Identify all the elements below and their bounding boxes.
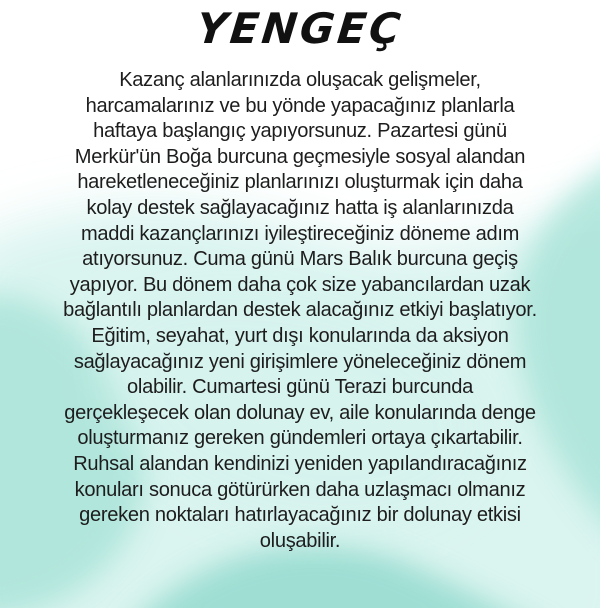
text-line: gereken noktaları hatırlayacağınız bir dolunay etkisi: [79, 504, 521, 527]
page-title: YENGEÇ: [194, 4, 406, 53]
text-line: atıyorsunuz. Cuma günü Mars Balık burcuna geçiş: [82, 248, 518, 271]
text-line: harcamalarınız ve bu yönde yapacağınız planlarla: [85, 94, 515, 117]
text-line: gerçekleşecek olan dolunay ev, aile konularında denge: [64, 401, 536, 424]
text-line: Eğitim, seyahat, yurt dışı konularında da aksiyon: [91, 324, 509, 347]
text-line: bağlantılı planlardan destek alacağınız etkiyi başlatıyor.: [63, 299, 537, 322]
text-line: Merkür'ün Boğa burcuna geçmesiyle sosyal alandan: [74, 145, 526, 168]
text-line: maddi kazançlarınızı iyileştireceğiniz döneme adım: [80, 222, 520, 245]
text-line: sağlayacağınız yeni girişimlere yöneleceğiniz dönem: [73, 350, 527, 373]
text-line: Ruhsal alandan kendinizi yeniden yapılandıracağınız: [73, 452, 527, 475]
text-line: hareketleneceğiniz planlarınızı oluşturmak için daha: [77, 171, 523, 194]
text-line: oluşabilir.: [259, 529, 341, 552]
text-line: olabilir. Cumartesi günü Terazi burcunda: [127, 376, 473, 399]
text-line: Kazanç alanlarınızda oluşacak gelişmeler,: [119, 69, 481, 91]
text-line: konuları sonuca götürürken daha uzlaşmacı olmanız: [74, 478, 526, 501]
text-line: kolay destek sağlayacağınız hatta iş alanlarınızda: [86, 196, 514, 219]
text-line: yapıyor. Bu dönem daha çok size yabancılardan uzak: [69, 273, 531, 296]
horoscope-text: [0, 68, 600, 554]
text-line: haftaya başlangıç yapıyorsunuz. Pazartesi günü: [93, 120, 507, 143]
text-line: oluşturmanız gereken gündemleri ortaya çıkartabilir.: [77, 427, 523, 450]
